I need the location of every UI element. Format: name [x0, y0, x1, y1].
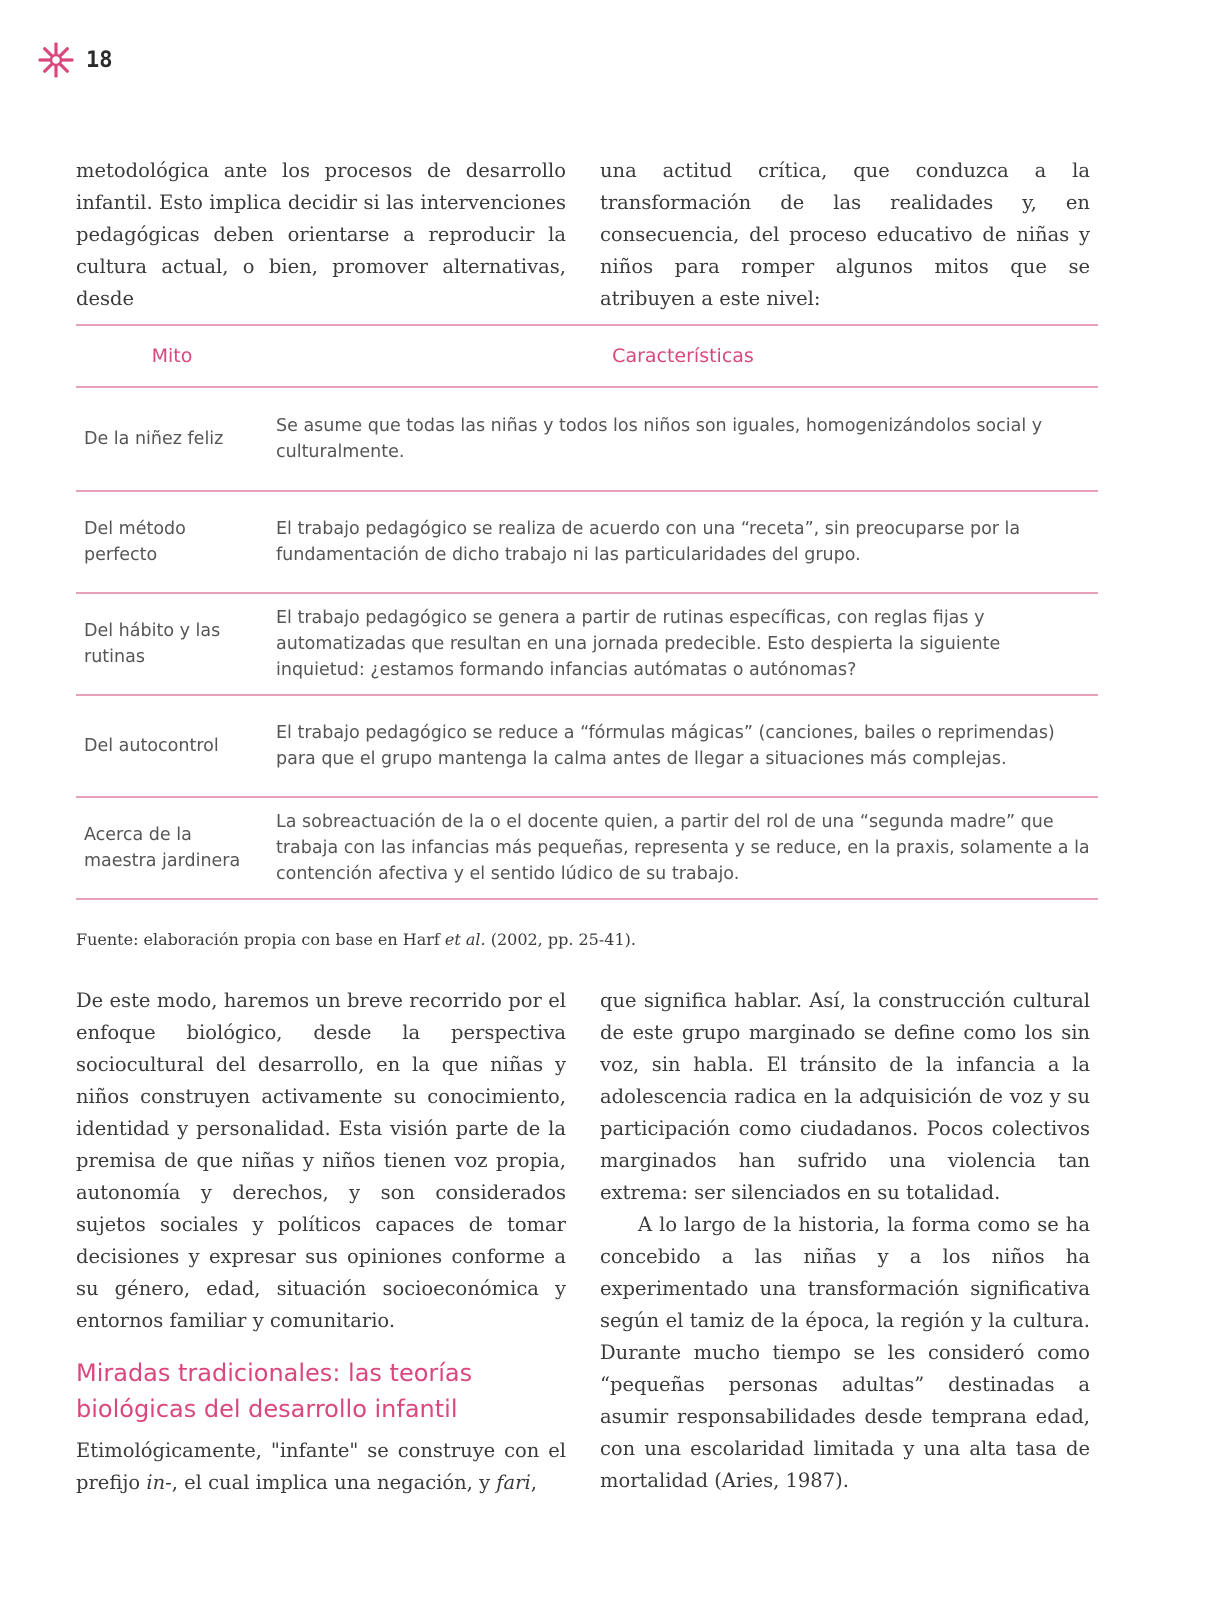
- cell-mito: Del método perfecto: [76, 491, 268, 593]
- body-right-column: [600, 985, 1090, 1497]
- cell-caracteristicas: El trabajo pedagógico se reduce a “fórmulas mágicas” (canciones, bailes o reprimendas) para que el grupo mantenga la calma antes de llegar a situaciones más complejas.: [268, 695, 1098, 797]
- cell-caracteristicas: El trabajo pedagógico se realiza de acuerdo con una “receta”, sin preocuparse por la fundamentación de dicho trabajo ni las particularidades del grupo.: [268, 491, 1098, 593]
- cell-mito: De la niñez feliz: [76, 387, 268, 491]
- etym-text: Etimológicamente, "infante" se construye con el prefijo: [76, 1439, 566, 1494]
- table-row: [76, 387, 1098, 491]
- body-paragraph: A lo largo de la historia, la forma como se ha concebido a las niñas y a los niños ha experimentado una transformación significativa según el tamiz de la época, la región y la cultura. Durante mucho tiempo se les consideró como “pequeñas personas adultas” destinadas a asumir responsabilidades desde temprana edad, con una escolaridad limitada y una alta tasa de mortalidad (Aries, 1987).: [600, 1213, 1090, 1492]
- etym-text: ,: [530, 1471, 537, 1494]
- source-text-end: (2002, pp. 25-41).: [485, 930, 636, 949]
- table-row: [76, 491, 1098, 593]
- cell-mito: Acerca de la maestra jardinera: [76, 797, 268, 899]
- top-text-left: [76, 155, 566, 315]
- cell-caracteristicas: La sobreactuación de la o el docente quien, a partir del rol de una “segunda madre” que trabaja con las infancias más pequeñas, representa y se reduce, en la praxis, solamente a la contención afectiva y el sentido lúdico de su trabajo.: [268, 797, 1098, 899]
- header-caracteristicas: Características: [268, 325, 1098, 387]
- table-source: [76, 930, 636, 949]
- table-row: [76, 797, 1098, 899]
- top-text-right: [600, 155, 1090, 315]
- cell-caracteristicas: Se asume que todas las niñas y todos los niños son iguales, homogenizándolos social y culturalmente.: [268, 387, 1098, 491]
- asterisk-flower-icon: [36, 40, 76, 80]
- etym-text: , el cual implica una negación, y: [171, 1471, 497, 1494]
- table-row: [76, 695, 1098, 797]
- cell-mito: Del hábito y las rutinas: [76, 593, 268, 695]
- myths-table: [76, 324, 1098, 900]
- source-italic: et al.: [444, 930, 486, 949]
- cell-caracteristicas: El trabajo pedagógico se genera a partir de rutinas específicas, con reglas fijas y automatizadas que resultan en una jornada predecible. Esto despierta la siguiente inquietud: ¿estamos formando infancias autómatas o autónomas?: [268, 593, 1098, 695]
- header-mito: Mito: [76, 325, 268, 387]
- page-number: 18: [86, 47, 113, 73]
- body-left-column: [76, 985, 566, 1337]
- table-row: [76, 593, 1098, 695]
- body-paragraph: que significa hablar. Así, la construcción cultural de este grupo marginado se define como los sin voz, sin habla. El tránsito de la infancia a la adolescencia radica en la adquisición de voz y su participación como ciudadanos. Pocos colectivos marginados han sufrido una violencia tan extrema: ser silenciados en su totalidad.: [600, 989, 1090, 1204]
- top-paragraph-left: metodológica ante los procesos de desarrollo infantil. Esto implica decidir si las intervenciones pedagógicas deben orientarse a reproducir la cultura actual, o bien, promover alternativas, desde: [76, 159, 566, 310]
- body-paragraph: De este modo, haremos un breve recorrido por el enfoque biológico, desde la perspectiva sociocultural del desarrollo, en la que niñas y niños construyen activamente su conocimiento, identidad y personalidad. Esta visión parte de la premisa de que niñas y niños tienen voz propia, autonomía y derechos, y son considerados sujetos sociales y políticos capaces de tomar decisiones y expresar sus opiniones conforme a su género, edad, situación socioeconómica y entornos familiar y comunitario.: [76, 989, 566, 1332]
- source-text: Fuente: elaboración propia con base en Harf: [76, 930, 445, 949]
- top-paragraph-right: una actitud crítica, que conduzca a la transformación de las realidades y, en consecuencia, del proceso educativo de niñas y niños para romper algunos mitos que se atribuyen a este nivel:: [600, 159, 1090, 310]
- table-header-row: [76, 325, 1098, 387]
- cell-mito: Del autocontrol: [76, 695, 268, 797]
- page-header: [36, 40, 113, 80]
- etym-italic: in-: [146, 1471, 172, 1494]
- etymology-paragraph: [76, 1435, 566, 1499]
- etym-italic: fari: [496, 1471, 531, 1494]
- section-heading: Miradas tradicionales: las teorías biológicas del desarrollo infantil: [76, 1359, 473, 1423]
